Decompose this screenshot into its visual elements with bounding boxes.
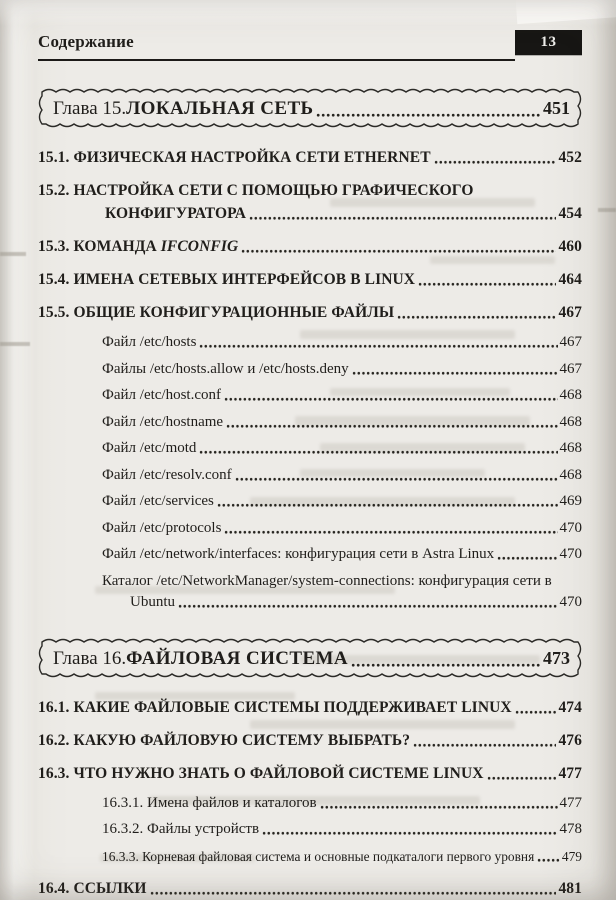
entry-label-line2-row [38,205,582,223]
entry-text: 16.4. ССЫЛКИ [38,879,147,897]
entry-text: Файл /etc/hosts [102,334,197,350]
dot-leader [397,304,556,322]
running-header [38,30,582,61]
chapter-line [38,638,582,671]
toc-entry-row [38,795,582,812]
toc-entry-row [38,361,582,378]
entry-text: 16.3.3. Корневая файловая система и основные подкаталоги первого уровня [102,848,535,864]
entry-label [102,848,534,865]
entry-text: Файл /etc/hostname [102,413,224,430]
toc-entry-row [38,765,582,783]
toc-entry-row [38,238,582,256]
dot-leader [241,238,556,256]
entry-label [102,467,232,484]
dot-leader [487,765,557,783]
entry-text: Файл /etc/protocols [102,519,222,536]
page-number-badge [515,30,582,55]
toc-entry-row-wrapped [38,573,582,611]
entry-page-number: 452 [558,149,582,166]
entry-text: Файлы /etc/hosts.allow и /etc/hosts.deny [102,360,349,377]
scan-edge-mark [0,342,30,346]
dot-leader [351,646,541,670]
entry-label-line2: КОНФИГУРАТОРА [105,205,247,222]
entry-label [102,821,259,838]
dot-leader [515,699,557,717]
toc-entry-row [38,271,582,289]
entry-text: 16.1. КАКИЕ ФАЙЛОВЫЕ СИСТЕМЫ ПОДДЕРЖИВАЕТ LINUX [38,698,512,716]
entry-text: 15.1. ФИЗИЧЕСКАЯ НАСТРОЙКА СЕТИ ETHERNET [38,149,431,166]
dot-leader [249,205,556,223]
dot-leader [316,96,541,120]
scan-edge-mark [598,208,616,212]
dot-leader [497,546,557,563]
entry-page-number: 468 [559,466,582,483]
entry-label [102,493,214,510]
chapter-line [38,88,582,121]
toc-entry-row [38,880,582,898]
entry-page-number: 481 [558,879,582,897]
entry-page-number: 470 [559,546,582,562]
entry-label [38,699,512,717]
page-number: 13 [540,34,557,50]
entry-page-number: 467 [558,304,582,321]
entry-page-number: 468 [559,387,582,403]
entry-page-number: 467 [559,360,582,377]
entry-text: 15.3. КОМАНДА [38,238,161,255]
chapter-title: ФАЙЛОВАЯ СИСТЕМА [126,647,348,669]
entry-label-line1: 15.2. НАСТРОЙКА СЕТИ С ПОМОЩЬЮ ГРАФИЧЕСКОГО [38,182,474,199]
dot-leader [217,493,558,510]
dot-leader [537,848,560,865]
entry-label [38,304,394,322]
entry-label [38,765,484,783]
entry-label-line2-row [102,594,582,611]
entry-label [102,440,196,457]
chapter-prefix: Глава 15. [53,98,127,119]
toc-entry-row [38,387,582,404]
entry-label [102,546,494,563]
entry-label [102,520,221,537]
entry-page-number: 476 [558,731,582,749]
toc-entry-row [38,699,582,717]
dot-leader [199,334,557,351]
entry-label [102,387,221,404]
toc-entry-row [38,821,582,838]
toc-entry-row [38,546,582,563]
entry-label [102,795,317,812]
dot-leader [224,387,558,404]
toc-entry-row [38,520,582,537]
toc-entry-row [38,304,582,322]
entry-label [38,271,415,289]
entry-page-number: 479 [561,848,582,864]
entry-text: Файл /etc/resolv.conf [102,466,232,483]
entry-page-number: 454 [558,205,582,222]
toc-entry-row [38,440,582,457]
page-content [38,30,582,898]
entry-page-number: 477 [558,764,582,782]
entry-label [38,880,147,898]
toc-entry-row-wrapped [38,182,582,223]
entry-label-line1: Каталог /etc/NetworkManager/system-connections: конфигурация сети в [102,572,552,589]
entry-label [102,334,196,351]
entry-text: 16.3.2. Файлы устройств [102,821,260,837]
entry-text: 16.2. КАКУЮ ФАЙЛОВУЮ СИСТЕМУ ВЫБРАТЬ? [38,731,411,749]
page-title: Содержание [38,32,134,51]
dot-leader [434,149,557,167]
toc-entry-row [38,414,582,431]
dot-leader [235,467,558,484]
entry-text-italic: IFCONFIG [160,238,239,255]
toc-entry-row [38,493,582,510]
entry-label [38,149,431,167]
entry-text: 16.3. ЧТО НУЖНО ЗНАТЬ О ФАЙЛОВОЙ СИСТЕМЕ LINUX [38,764,484,782]
entry-page-number: 470 [559,593,582,610]
toc-entry-row [38,848,582,865]
dot-leader [224,520,557,537]
entry-text: 15.5. ОБЩИЕ КОНФИГУРАЦИОННЫЕ ФАЙЛЫ [38,304,395,321]
entry-label [102,361,349,378]
dot-leader [262,821,557,838]
dot-leader [199,440,557,457]
entry-page-number: 474 [558,698,582,716]
chapter-page-number: 473 [543,647,570,668]
chapter-prefix: Глава 16. [53,647,127,669]
dot-leader [150,880,557,898]
scan-edge-mark [0,252,26,256]
entry-page-number: 477 [559,794,582,811]
toc-entry-row [38,149,582,167]
entry-text: 15.4. ИМЕНА СЕТЕВЫХ ИНТЕРФЕЙСОВ В LINUX [38,271,416,288]
entry-page-number: 470 [559,519,582,536]
entry-page-number: 460 [558,238,582,255]
entry-page-number: 469 [559,493,582,509]
toc-entry-row [38,334,582,351]
dot-leader [226,414,557,431]
toc-entry-row [38,467,582,484]
entry-page-number: 468 [559,413,582,430]
dot-leader [418,271,556,289]
table-of-contents [38,88,582,898]
entry-label [38,732,410,750]
chapter-title: ЛОКАЛЬНАЯ СЕТЬ [126,98,314,119]
entry-page-number: 478 [559,821,582,837]
entry-text: Файл /etc/host.conf [102,387,221,403]
entry-text: Файл /etc/motd [102,440,197,456]
dot-leader [320,795,558,812]
entry-label [102,414,223,431]
entry-text: Файл /etc/services [102,493,214,509]
entry-label [38,238,238,256]
toc-chapter-row [38,88,582,128]
scan-corner-artifact [515,0,616,24]
entry-page-number: 468 [559,440,582,456]
toc-entry-row [38,732,582,750]
entry-label-line2: Ubuntu [130,593,175,610]
header-rule [38,30,515,61]
dot-leader [178,594,558,611]
entry-page-number: 464 [558,271,582,288]
entry-page-number: 467 [559,334,582,350]
entry-text: Файл /etc/network/interfaces: конфигурация сети в Astra Linux [102,546,495,562]
toc-chapter-row [38,638,582,678]
dot-leader [352,361,558,378]
chapter-page-number: 451 [543,98,570,118]
entry-text: 16.3.1. Имена файлов и каталогов [102,794,317,811]
dot-leader [413,732,556,750]
